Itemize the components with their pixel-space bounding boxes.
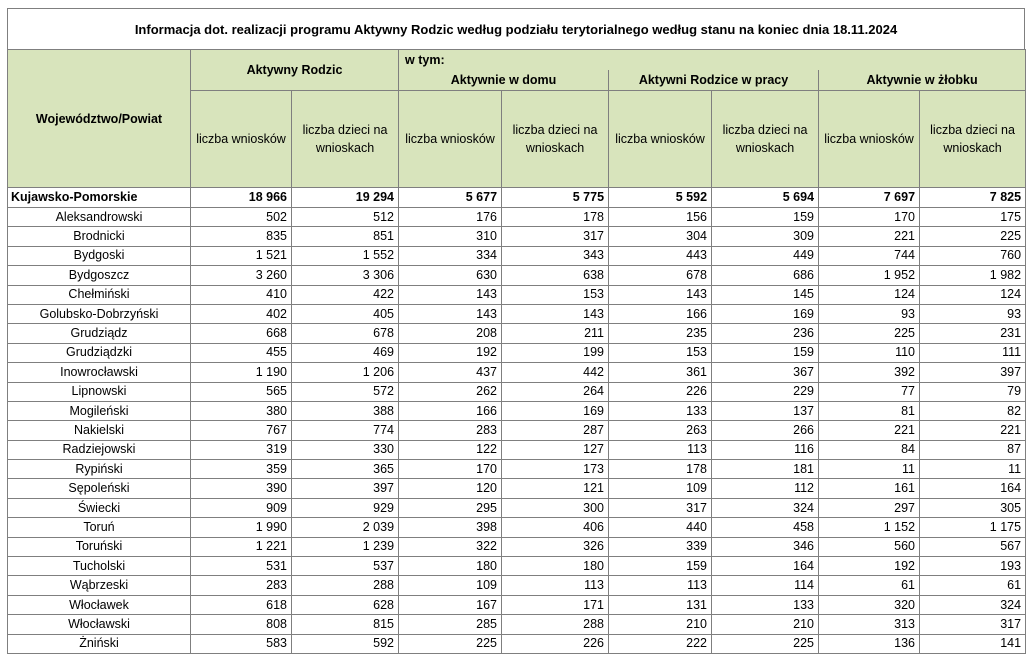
value-cell: 367 xyxy=(712,363,819,382)
value-cell: 567 xyxy=(920,537,1026,556)
value-cell: 1 206 xyxy=(292,363,399,382)
table-body xyxy=(8,188,1026,654)
value-cell: 153 xyxy=(609,343,712,362)
value-cell: 851 xyxy=(292,227,399,246)
value-cell: 262 xyxy=(399,382,502,401)
value-cell: 283 xyxy=(191,576,292,595)
value-cell: 193 xyxy=(920,557,1026,576)
table-row xyxy=(8,557,1026,576)
value-cell: 61 xyxy=(819,576,920,595)
region-name: Bydgoszcz xyxy=(8,266,191,285)
value-cell: 161 xyxy=(819,479,920,498)
region-name: Radziejowski xyxy=(8,440,191,459)
value-cell: 638 xyxy=(502,266,609,285)
value-cell: 297 xyxy=(819,498,920,517)
value-cell: 592 xyxy=(292,634,399,653)
value-cell: 324 xyxy=(712,498,819,517)
value-cell: 113 xyxy=(609,576,712,595)
header-sub-applications: liczba wniosków xyxy=(399,91,502,188)
table-row xyxy=(8,537,1026,556)
table-row xyxy=(8,576,1026,595)
region-name: Rypiński xyxy=(8,460,191,479)
table-row xyxy=(8,615,1026,634)
value-cell: 442 xyxy=(502,363,609,382)
value-cell: 317 xyxy=(609,498,712,517)
value-cell: 5 694 xyxy=(712,188,819,208)
value-cell: 305 xyxy=(920,498,1026,517)
value-cell: 153 xyxy=(502,285,609,304)
value-cell: 167 xyxy=(399,595,502,614)
value-cell: 199 xyxy=(502,343,609,362)
region-name: Wąbrzeski xyxy=(8,576,191,595)
value-cell: 560 xyxy=(819,537,920,556)
value-cell: 84 xyxy=(819,440,920,459)
table-row xyxy=(8,363,1026,382)
header-group-zlobek: Aktywnie w żłobku xyxy=(819,70,1026,91)
value-cell: 443 xyxy=(609,246,712,265)
value-cell: 11 xyxy=(920,460,1026,479)
value-cell: 397 xyxy=(292,479,399,498)
value-cell: 133 xyxy=(609,401,712,420)
value-cell: 678 xyxy=(292,324,399,343)
header-region: Województwo/Powiat xyxy=(8,50,191,188)
value-cell: 339 xyxy=(609,537,712,556)
value-cell: 304 xyxy=(609,227,712,246)
value-cell: 61 xyxy=(920,576,1026,595)
value-cell: 121 xyxy=(502,479,609,498)
value-cell: 334 xyxy=(399,246,502,265)
value-cell: 320 xyxy=(819,595,920,614)
value-cell: 295 xyxy=(399,498,502,517)
value-cell: 565 xyxy=(191,382,292,401)
value-cell: 512 xyxy=(292,208,399,227)
region-name: Nakielski xyxy=(8,421,191,440)
value-cell: 537 xyxy=(292,557,399,576)
value-cell: 5 677 xyxy=(399,188,502,208)
value-cell: 180 xyxy=(399,557,502,576)
table-row xyxy=(8,634,1026,653)
value-cell: 397 xyxy=(920,363,1026,382)
region-name: Tucholski xyxy=(8,557,191,576)
value-cell: 458 xyxy=(712,518,819,537)
value-cell: 330 xyxy=(292,440,399,459)
value-cell: 81 xyxy=(819,401,920,420)
value-cell: 181 xyxy=(712,460,819,479)
value-cell: 2 039 xyxy=(292,518,399,537)
value-cell: 164 xyxy=(920,479,1026,498)
table-row xyxy=(8,246,1026,265)
value-cell: 175 xyxy=(920,208,1026,227)
value-cell: 310 xyxy=(399,227,502,246)
value-cell: 221 xyxy=(819,421,920,440)
region-name: Lipnowski xyxy=(8,382,191,401)
header-group-dom: Aktywnie w domu xyxy=(399,70,609,91)
table-row xyxy=(8,304,1026,323)
value-cell: 131 xyxy=(609,595,712,614)
table-row xyxy=(8,440,1026,459)
value-cell: 19 294 xyxy=(292,188,399,208)
value-cell: 263 xyxy=(609,421,712,440)
value-cell: 170 xyxy=(819,208,920,227)
value-cell: 410 xyxy=(191,285,292,304)
table-row xyxy=(8,498,1026,517)
value-cell: 5 592 xyxy=(609,188,712,208)
value-cell: 7 825 xyxy=(920,188,1026,208)
region-name: Golubsko-Dobrzyński xyxy=(8,304,191,323)
header-aktywny-rodzic: Aktywny Rodzic xyxy=(191,50,399,91)
value-cell: 114 xyxy=(712,576,819,595)
value-cell: 583 xyxy=(191,634,292,653)
value-cell: 180 xyxy=(502,557,609,576)
value-cell: 300 xyxy=(502,498,609,517)
value-cell: 110 xyxy=(819,343,920,362)
value-cell: 229 xyxy=(712,382,819,401)
value-cell: 469 xyxy=(292,343,399,362)
value-cell: 93 xyxy=(819,304,920,323)
value-cell: 166 xyxy=(609,304,712,323)
region-name: Aleksandrowski xyxy=(8,208,191,227)
header-sub-applications: liczba wniosków xyxy=(609,91,712,188)
value-cell: 502 xyxy=(191,208,292,227)
value-cell: 815 xyxy=(292,615,399,634)
table-row xyxy=(8,479,1026,498)
region-name: Brodnicki xyxy=(8,227,191,246)
value-cell: 343 xyxy=(502,246,609,265)
table-row xyxy=(8,266,1026,285)
value-cell: 365 xyxy=(292,460,399,479)
value-cell: 288 xyxy=(292,576,399,595)
table-row xyxy=(8,208,1026,227)
value-cell: 3 306 xyxy=(292,266,399,285)
value-cell: 449 xyxy=(712,246,819,265)
value-cell: 630 xyxy=(399,266,502,285)
value-cell: 231 xyxy=(920,324,1026,343)
table-row xyxy=(8,518,1026,537)
value-cell: 283 xyxy=(399,421,502,440)
value-cell: 7 697 xyxy=(819,188,920,208)
value-cell: 178 xyxy=(502,208,609,227)
value-cell: 178 xyxy=(609,460,712,479)
value-cell: 380 xyxy=(191,401,292,420)
value-cell: 137 xyxy=(712,401,819,420)
value-cell: 225 xyxy=(819,324,920,343)
value-cell: 774 xyxy=(292,421,399,440)
table-row xyxy=(8,595,1026,614)
value-cell: 127 xyxy=(502,440,609,459)
header-sub-children: liczba dzieci na wnioskach xyxy=(502,91,609,188)
value-cell: 405 xyxy=(292,304,399,323)
value-cell: 1 152 xyxy=(819,518,920,537)
value-cell: 82 xyxy=(920,401,1026,420)
value-cell: 18 966 xyxy=(191,188,292,208)
value-cell: 1 552 xyxy=(292,246,399,265)
value-cell: 221 xyxy=(920,421,1026,440)
value-cell: 225 xyxy=(399,634,502,653)
value-cell: 77 xyxy=(819,382,920,401)
value-cell: 222 xyxy=(609,634,712,653)
report-sheet xyxy=(7,8,1025,654)
value-cell: 109 xyxy=(609,479,712,498)
value-cell: 287 xyxy=(502,421,609,440)
region-name: Włocławski xyxy=(8,615,191,634)
header-sub-children: liczba dzieci na wnioskach xyxy=(712,91,819,188)
header-sub-applications: liczba wniosków xyxy=(191,91,292,188)
value-cell: 285 xyxy=(399,615,502,634)
value-cell: 133 xyxy=(712,595,819,614)
region-name: Grudziądzki xyxy=(8,343,191,362)
value-cell: 124 xyxy=(920,285,1026,304)
value-cell: 211 xyxy=(502,324,609,343)
table-row xyxy=(8,401,1026,420)
header-w-tym: w tym: xyxy=(399,50,1026,71)
value-cell: 225 xyxy=(920,227,1026,246)
value-cell: 531 xyxy=(191,557,292,576)
region-name: Sępoleński xyxy=(8,479,191,498)
value-cell: 767 xyxy=(191,421,292,440)
region-name: Kujawsko-Pomorskie xyxy=(8,188,191,208)
value-cell: 111 xyxy=(920,343,1026,362)
value-cell: 143 xyxy=(502,304,609,323)
region-name: Mogileński xyxy=(8,401,191,420)
value-cell: 208 xyxy=(399,324,502,343)
value-cell: 169 xyxy=(502,401,609,420)
table-row xyxy=(8,343,1026,362)
value-cell: 455 xyxy=(191,343,292,362)
value-cell: 113 xyxy=(609,440,712,459)
table-row xyxy=(8,421,1026,440)
total-row xyxy=(8,188,1026,208)
value-cell: 1 190 xyxy=(191,363,292,382)
value-cell: 87 xyxy=(920,440,1026,459)
value-cell: 235 xyxy=(609,324,712,343)
table-row xyxy=(8,227,1026,246)
value-cell: 159 xyxy=(609,557,712,576)
value-cell: 618 xyxy=(191,595,292,614)
value-cell: 124 xyxy=(819,285,920,304)
value-cell: 359 xyxy=(191,460,292,479)
region-name: Świecki xyxy=(8,498,191,517)
value-cell: 440 xyxy=(609,518,712,537)
region-name: Żniński xyxy=(8,634,191,653)
value-cell: 192 xyxy=(399,343,502,362)
table-row xyxy=(8,460,1026,479)
value-cell: 322 xyxy=(399,537,502,556)
value-cell: 3 260 xyxy=(191,266,292,285)
value-cell: 136 xyxy=(819,634,920,653)
value-cell: 116 xyxy=(712,440,819,459)
header-sub-children: liczba dzieci na wnioskach xyxy=(292,91,399,188)
value-cell: 392 xyxy=(819,363,920,382)
value-cell: 1 521 xyxy=(191,246,292,265)
value-cell: 686 xyxy=(712,266,819,285)
value-cell: 1 175 xyxy=(920,518,1026,537)
region-name: Chełmiński xyxy=(8,285,191,304)
value-cell: 388 xyxy=(292,401,399,420)
value-cell: 226 xyxy=(502,634,609,653)
region-name: Grudziądz xyxy=(8,324,191,343)
header-sub-applications: liczba wniosków xyxy=(819,91,920,188)
value-cell: 11 xyxy=(819,460,920,479)
value-cell: 113 xyxy=(502,576,609,595)
value-cell: 225 xyxy=(712,634,819,653)
value-cell: 744 xyxy=(819,246,920,265)
value-cell: 109 xyxy=(399,576,502,595)
value-cell: 390 xyxy=(191,479,292,498)
value-cell: 760 xyxy=(920,246,1026,265)
value-cell: 112 xyxy=(712,479,819,498)
value-cell: 1 239 xyxy=(292,537,399,556)
value-cell: 120 xyxy=(399,479,502,498)
value-cell: 122 xyxy=(399,440,502,459)
value-cell: 143 xyxy=(609,285,712,304)
value-cell: 79 xyxy=(920,382,1026,401)
value-cell: 210 xyxy=(609,615,712,634)
header-group-praca: Aktywni Rodzice w pracy xyxy=(609,70,819,91)
value-cell: 402 xyxy=(191,304,292,323)
value-cell: 170 xyxy=(399,460,502,479)
value-cell: 668 xyxy=(191,324,292,343)
table-row xyxy=(8,285,1026,304)
value-cell: 159 xyxy=(712,208,819,227)
header-sub-children: liczba dzieci na wnioskach xyxy=(920,91,1026,188)
value-cell: 159 xyxy=(712,343,819,362)
value-cell: 317 xyxy=(502,227,609,246)
value-cell: 326 xyxy=(502,537,609,556)
region-name: Inowrocławski xyxy=(8,363,191,382)
value-cell: 176 xyxy=(399,208,502,227)
value-cell: 319 xyxy=(191,440,292,459)
value-cell: 628 xyxy=(292,595,399,614)
value-cell: 288 xyxy=(502,615,609,634)
table-row xyxy=(8,382,1026,401)
table-header xyxy=(8,50,1026,188)
table-row xyxy=(8,324,1026,343)
value-cell: 572 xyxy=(292,382,399,401)
value-cell: 156 xyxy=(609,208,712,227)
value-cell: 93 xyxy=(920,304,1026,323)
value-cell: 678 xyxy=(609,266,712,285)
value-cell: 313 xyxy=(819,615,920,634)
region-name: Toruński xyxy=(8,537,191,556)
value-cell: 437 xyxy=(399,363,502,382)
value-cell: 221 xyxy=(819,227,920,246)
report-title: Informacja dot. realizacji programu Aktywny Rodzic według podziału terytorialnego według stanu na koniec dnia 18.11.2024 xyxy=(7,8,1025,49)
value-cell: 145 xyxy=(712,285,819,304)
value-cell: 236 xyxy=(712,324,819,343)
value-cell: 324 xyxy=(920,595,1026,614)
value-cell: 173 xyxy=(502,460,609,479)
value-cell: 266 xyxy=(712,421,819,440)
value-cell: 210 xyxy=(712,615,819,634)
value-cell: 143 xyxy=(399,285,502,304)
value-cell: 164 xyxy=(712,557,819,576)
value-cell: 317 xyxy=(920,615,1026,634)
value-cell: 422 xyxy=(292,285,399,304)
value-cell: 169 xyxy=(712,304,819,323)
value-cell: 1 221 xyxy=(191,537,292,556)
value-cell: 1 952 xyxy=(819,266,920,285)
region-name: Bydgoski xyxy=(8,246,191,265)
value-cell: 1 990 xyxy=(191,518,292,537)
value-cell: 406 xyxy=(502,518,609,537)
value-cell: 171 xyxy=(502,595,609,614)
value-cell: 909 xyxy=(191,498,292,517)
value-cell: 309 xyxy=(712,227,819,246)
value-cell: 835 xyxy=(191,227,292,246)
region-name: Włocławek xyxy=(8,595,191,614)
region-name: Toruń xyxy=(8,518,191,537)
data-table xyxy=(7,49,1026,654)
value-cell: 264 xyxy=(502,382,609,401)
value-cell: 192 xyxy=(819,557,920,576)
value-cell: 5 775 xyxy=(502,188,609,208)
value-cell: 166 xyxy=(399,401,502,420)
value-cell: 361 xyxy=(609,363,712,382)
value-cell: 1 982 xyxy=(920,266,1026,285)
value-cell: 346 xyxy=(712,537,819,556)
value-cell: 398 xyxy=(399,518,502,537)
value-cell: 808 xyxy=(191,615,292,634)
value-cell: 929 xyxy=(292,498,399,517)
value-cell: 226 xyxy=(609,382,712,401)
value-cell: 141 xyxy=(920,634,1026,653)
value-cell: 143 xyxy=(399,304,502,323)
